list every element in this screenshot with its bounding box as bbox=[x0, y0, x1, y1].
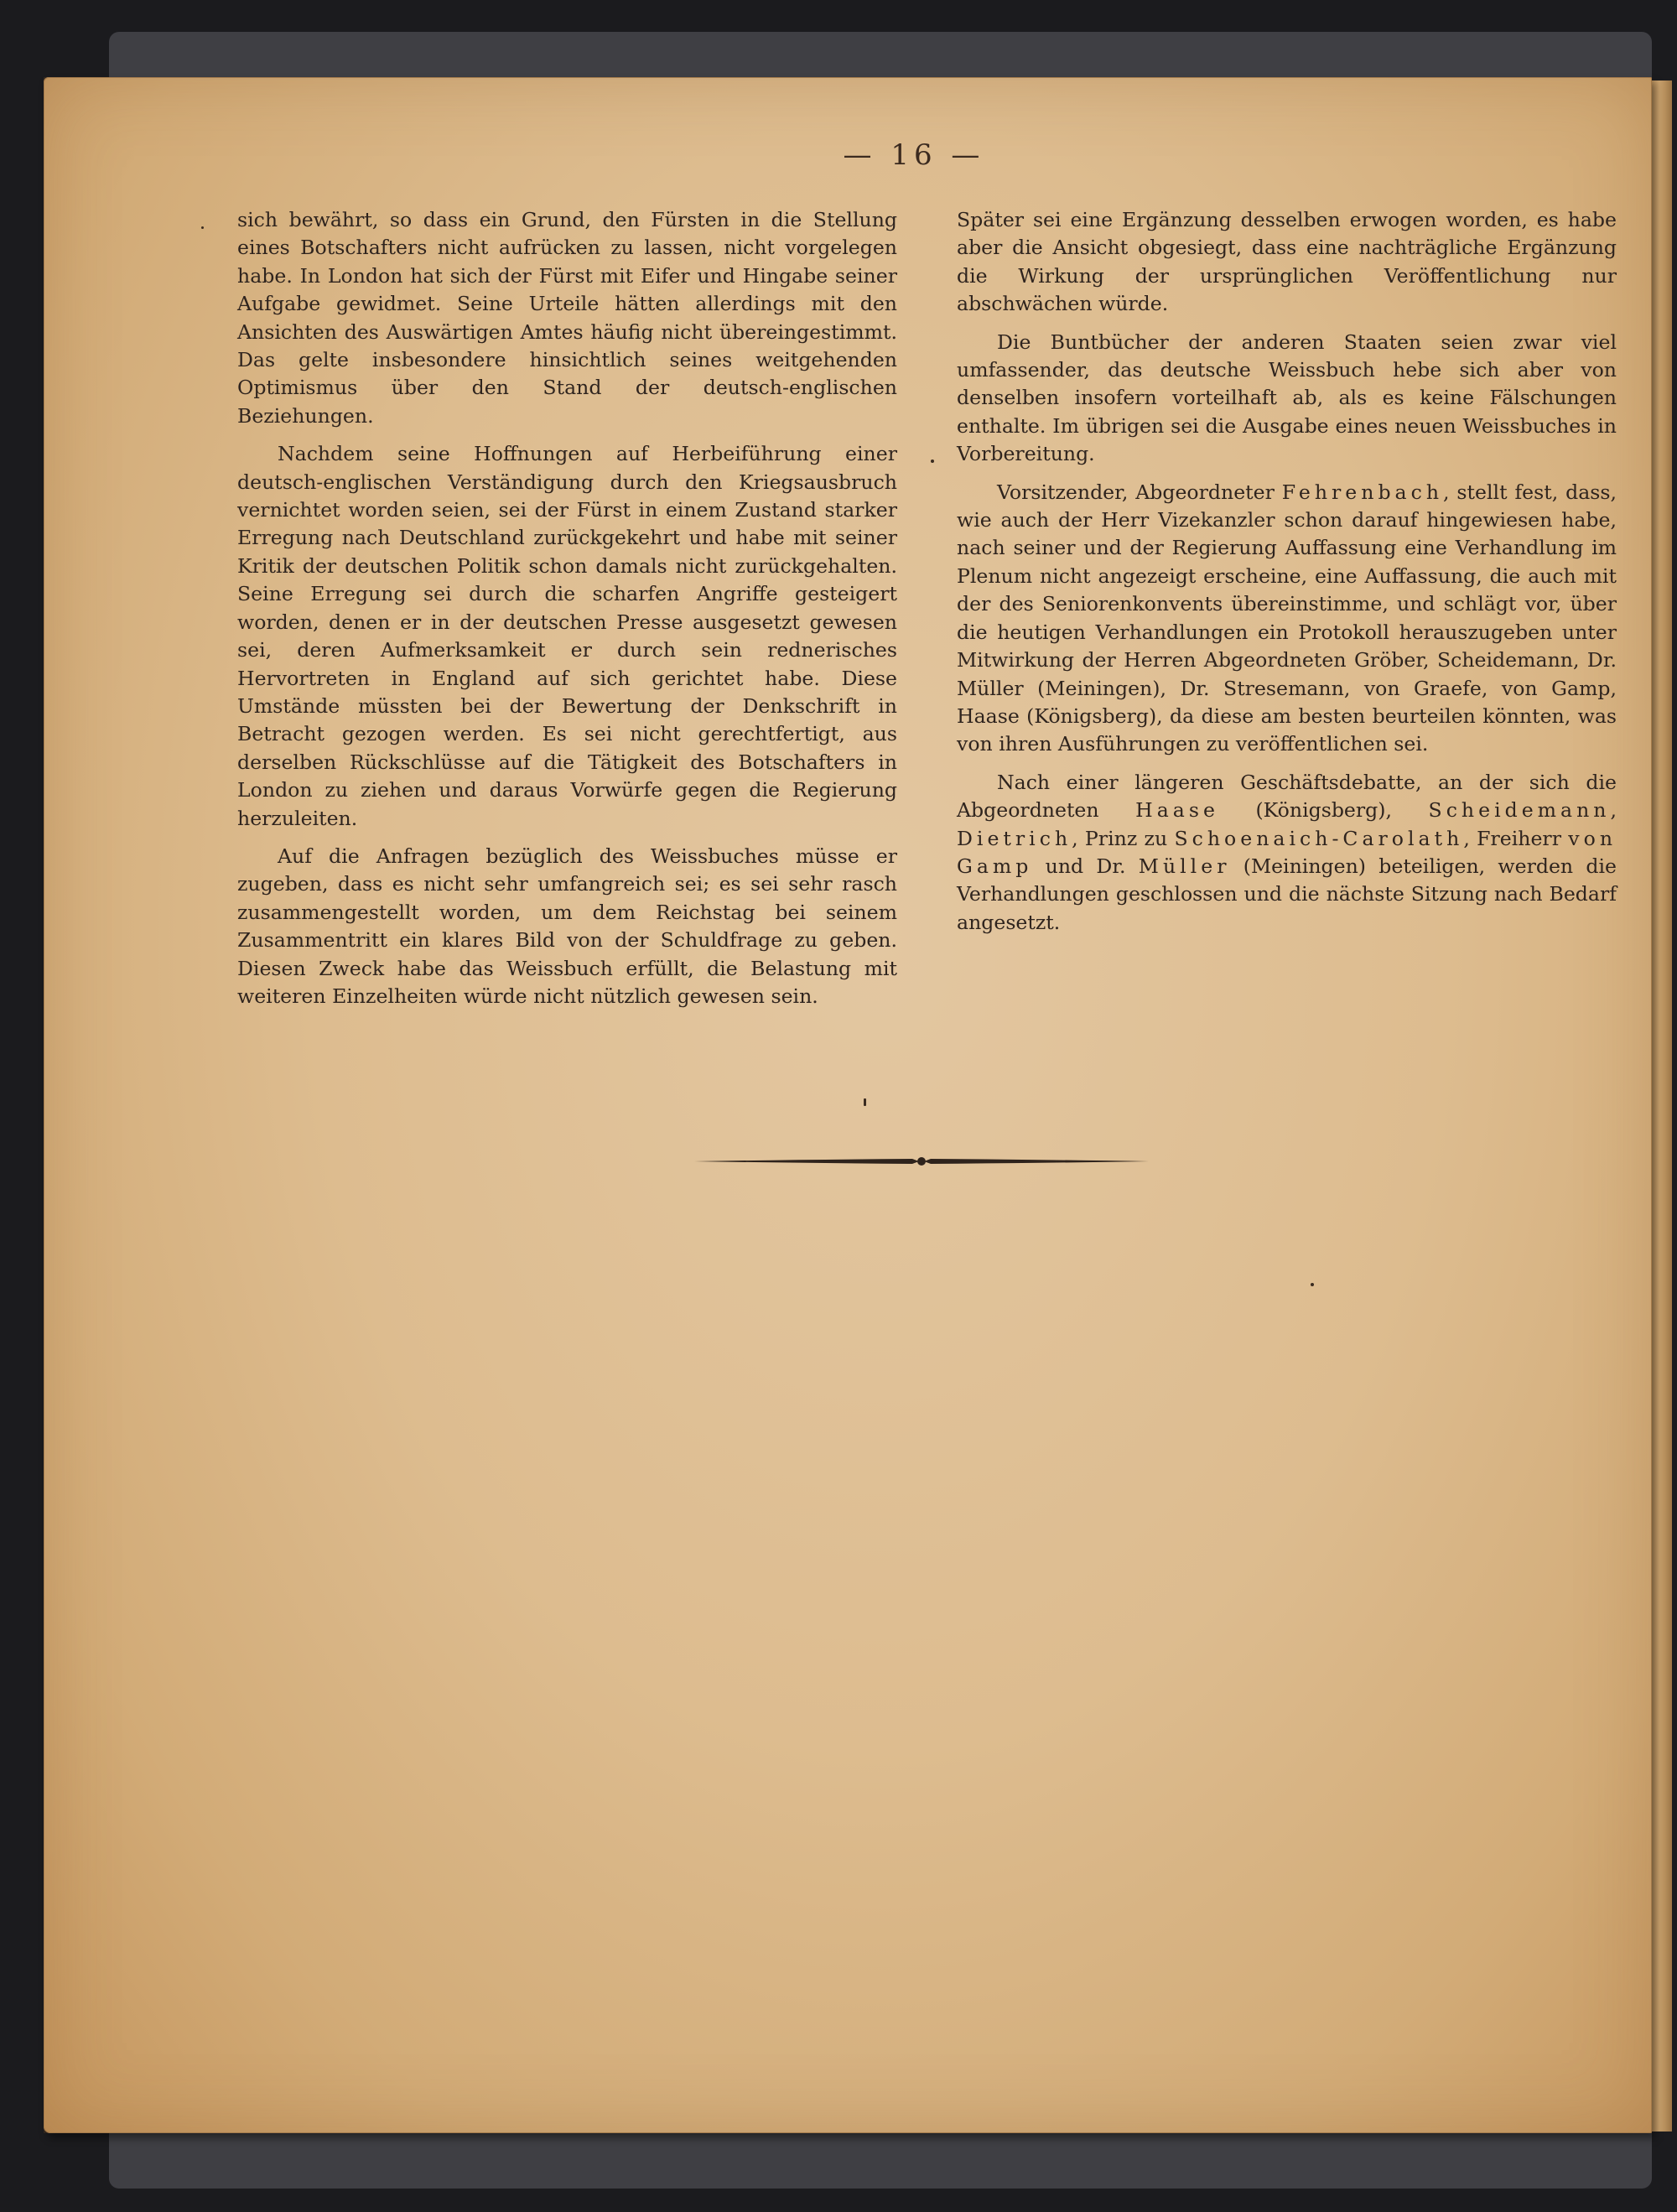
paragraph: Nachdem seine Hoffnungen auf Herbeiführung einer deutsch-englischen Verständigung durch den Kriegsausbruch vernichtet worden seien, sei der Fürst in einem Zustand starker Erregung nach Deutschland zurückgekehrt und habe mit seiner Kritik der deutschen Politik schon damals nicht zurückgehalten. Seine Erregung sei durch die scharfen Angriffe gesteigert worden, denen er in der deutschen Presse ausgesetzt gewesen sei, deren Aufmerksamkeit er durch sein rednerisches Hervortreten in England auf sich gerichtet habe. Diese Umstände müssten bei der Bewertung der Denkschrift in Betracht gezogen werden. Es sei nicht gerechtfertigt, aus derselben Rückschlüsse auf die Tätigkeit des Botschafters in London zu ziehen und daraus Vorwürfe gegen die Regierung herzuleiten. bbox=[237, 442, 897, 830]
paragraph: sich bewährt, so dass ein Grund, den Fürsten in die Stellung eines Botschafters nicht aufrücken zu lassen, nicht vorgelegen habe. In London hat sich der Fürst mit Eifer und Hingabe seiner Aufgabe gewidmet. Seine Urteile hätten allerdings mit den Ansichten des Auswärtigen Amtes häufig nicht übereingestimmt. Das gelte insbesondere hinsichtlich seines weitgehenden Optimismus über den Stand der deutsch-englischen Beziehungen. bbox=[237, 208, 897, 428]
left-text-column bbox=[237, 206, 897, 1008]
paragraph: Die Buntbücher der anderen Staaten seien zwar viel umfassender, das deutsche Weissbuch hebe sich aber von denselben insofern vorteilhaft ab, als es keine Fälschungen enthalte. Im übrigen sei die Ausgabe eines neuen Weissbuches in Vorbereitung. bbox=[957, 330, 1617, 466]
name-scheidemann: Scheidemann bbox=[1428, 798, 1611, 823]
text-run: Nach einer längeren Geschäftsdebatte, an der sich die Abgeordneten bbox=[957, 770, 1617, 823]
name-von-gamp: von Gamp bbox=[957, 826, 1617, 878]
name-schoenaich-carolath: Schoenaich-Carolath bbox=[1174, 826, 1464, 850]
name-mueller: Müller bbox=[1138, 854, 1231, 878]
text-run: , stellt fest, dass, wie auch der Herr Vizekanzler schon darauf hingewiesen habe, nach seiner und der Regierung Auffassung eine Verhandlung im Plenum nicht angezeigt erscheine, eine Auffassung, die auch mit der des Seniorenkonvents übereinstimme, und schlägt vor, über die heutigen Verhandlungen ein Protokoll herauszugeben unter Mitwirkung der Herren Abgeordneten Gröber, Scheidemann, Dr. Müller (Meiningen), Dr. Stresemann, von Graefe, von Gamp, Haase (Königsberg), da diese am besten beurteilen könnten, was von ihren Ausführungen zu veröffentlichen sei. bbox=[957, 480, 1617, 756]
text-run: (Meiningen) beteiligen, werden die Verhandlungen geschlossen und die nächste Sitzung nach Bedarf angesetzt. bbox=[957, 854, 1617, 934]
paragraph-closing bbox=[957, 769, 1617, 937]
ink-speck bbox=[931, 460, 934, 463]
ink-speck bbox=[201, 226, 204, 229]
text-run: , bbox=[1610, 798, 1617, 823]
name-haase: Haase bbox=[1135, 798, 1219, 823]
name-dietrich: Dietrich bbox=[957, 826, 1072, 850]
page-number: — 16 — bbox=[843, 138, 985, 172]
text-run: und Dr. bbox=[1045, 854, 1126, 878]
text-run: , Prinz zu bbox=[1072, 826, 1168, 850]
text-run: Vorsitzender, Abgeordneter bbox=[997, 480, 1275, 504]
text-run: (Königsberg), bbox=[1255, 798, 1392, 823]
paragraph-chairman bbox=[957, 479, 1617, 759]
end-ornament bbox=[694, 1150, 1149, 1172]
name-fehrenbach: Fehrenbach bbox=[1281, 480, 1444, 504]
right-text-column bbox=[957, 206, 1617, 961]
text-run: , Freiherr bbox=[1463, 826, 1561, 850]
ink-speck bbox=[864, 1098, 866, 1106]
ink-speck bbox=[1311, 1283, 1314, 1286]
paragraph: Auf die Anfragen bezüglich des Weissbuches müsse er zugeben, dass es nicht sehr umfangreich sei; es sei sehr rasch zusammengestellt worden, um dem Reichstag bei seinem Zusammentritt ein klares Bild von der Schuldfrage zu geben. Diesen Zweck habe das Weissbuch erfüllt, die Belastung mit weiteren Einzelheiten würde nicht nützlich gewesen sein. bbox=[237, 844, 897, 1008]
paragraph: Später sei eine Ergänzung desselben erwogen worden, es habe aber die Ansicht obgesiegt, dass eine nachträgliche Ergänzung die Wirkung der ursprünglichen Veröffentlichung nur abschwächen würde. bbox=[957, 208, 1617, 316]
